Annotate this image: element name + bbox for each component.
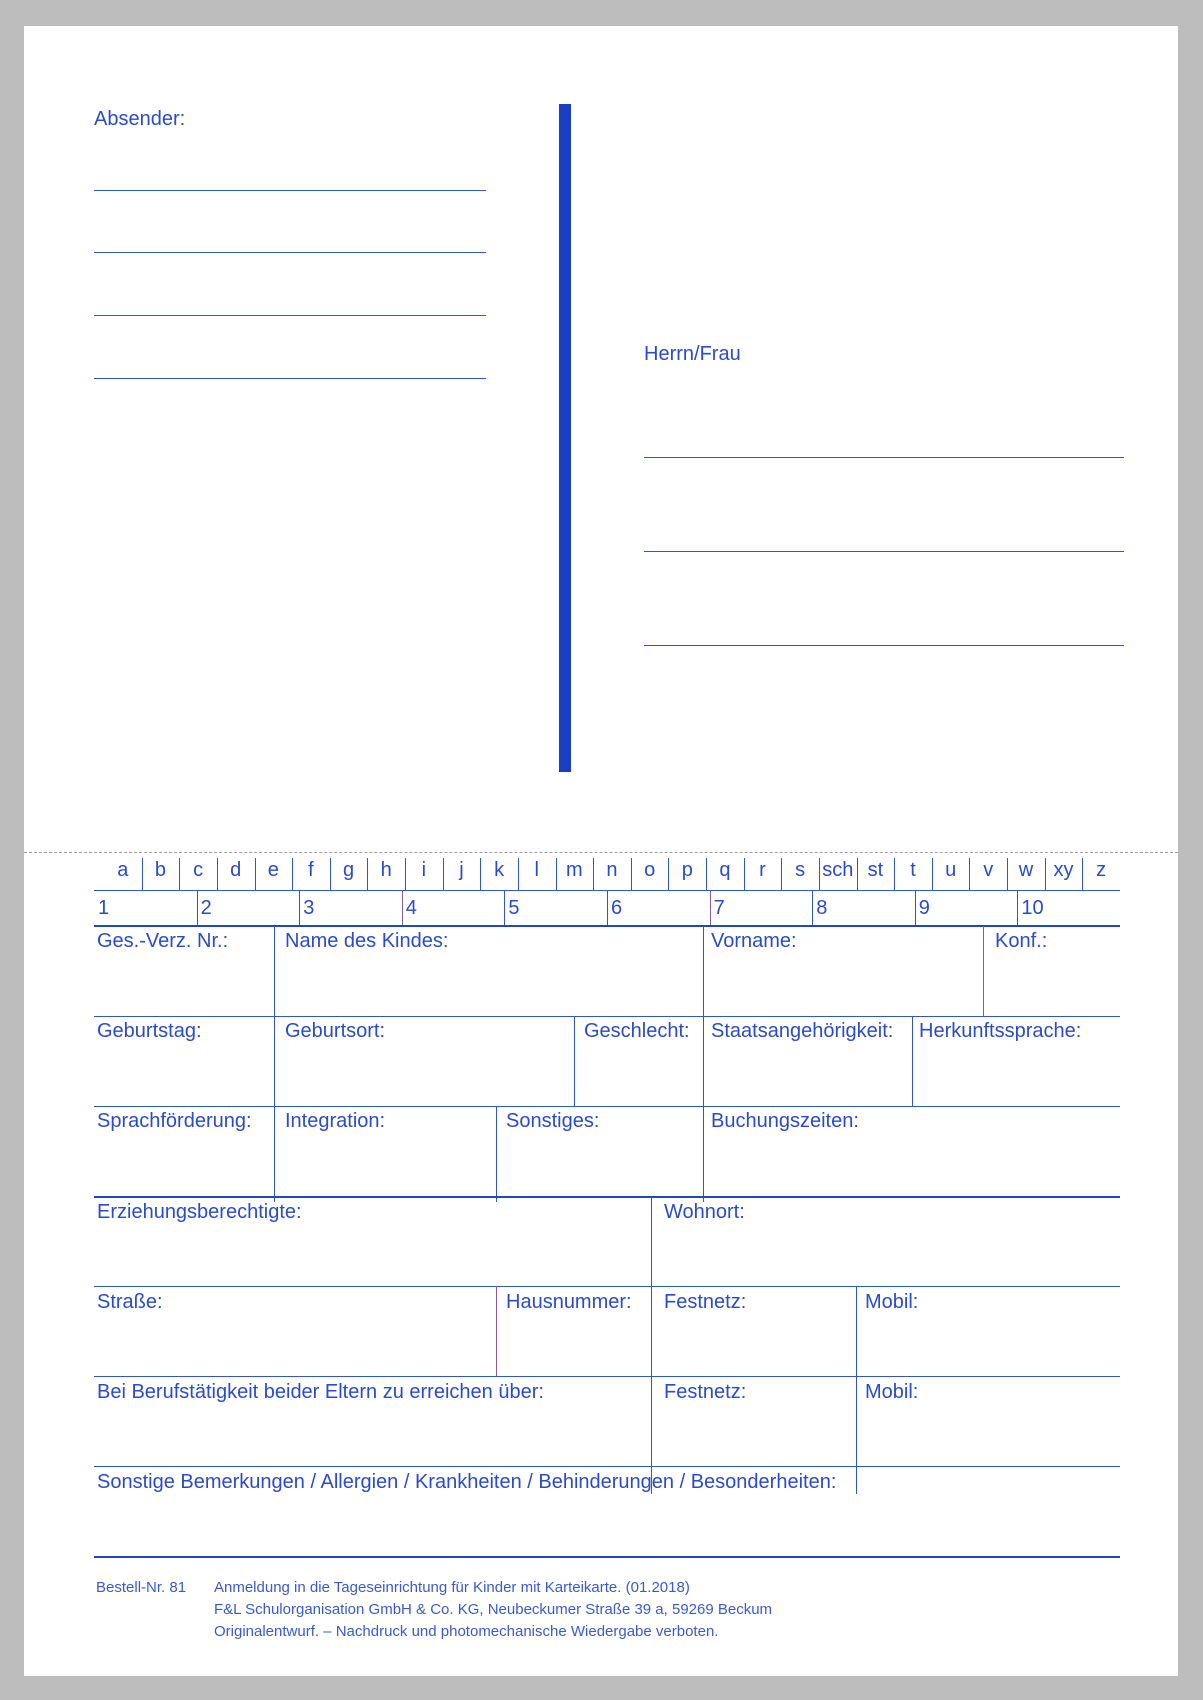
letter-separator xyxy=(781,858,782,890)
field-geburtstag: Geburtstag: xyxy=(97,1020,202,1042)
letter-separator xyxy=(894,858,895,890)
field-strasse: Straße: xyxy=(97,1291,163,1313)
footer-line-1: Anmeldung in die Tageseinrichtung für Kinder mit Karteikarte. (01.2018) xyxy=(214,1579,690,1596)
letter-separator xyxy=(631,858,632,890)
letter-separator xyxy=(1045,858,1046,890)
index-number-2: 2 xyxy=(200,897,212,919)
sender-line-2[interactable] xyxy=(94,252,486,253)
number-separator xyxy=(710,891,711,925)
field-geburtsort: Geburtsort: xyxy=(285,1020,386,1042)
field-sonstiges: Sonstiges: xyxy=(506,1110,600,1132)
index-letter-w: w xyxy=(1018,858,1034,881)
number-separator xyxy=(402,891,403,925)
index-letter-n: n xyxy=(606,858,618,881)
field-erziehungsberechtigte: Erziehungsberechtigte: xyxy=(97,1201,302,1223)
number-separator xyxy=(607,891,608,925)
field-ges-verz-nr: Ges.-Verz. Nr.: xyxy=(97,930,229,952)
letter-separator xyxy=(744,858,745,890)
number-separator xyxy=(504,891,505,925)
sender-line-1[interactable] xyxy=(94,190,486,191)
number-separator xyxy=(299,891,300,925)
field-hausnummer: Hausnummer: xyxy=(506,1291,632,1313)
letter-separator xyxy=(668,858,669,890)
index-letter-s: s xyxy=(795,858,806,881)
col-divider-mobil xyxy=(856,1286,857,1494)
letter-separator xyxy=(255,858,256,890)
field-name-des-kindes: Name des Kindes: xyxy=(285,930,449,952)
index-letter-f: f xyxy=(308,858,314,881)
index-number-10: 10 xyxy=(1021,897,1044,919)
row-7-bottom xyxy=(94,1556,1120,1558)
postcard-divider xyxy=(559,104,571,772)
letter-separator xyxy=(1082,858,1083,890)
field-herkunftssprache: Herkunftssprache: xyxy=(919,1020,1082,1042)
sender-line-4[interactable] xyxy=(94,378,486,379)
index-number-3: 3 xyxy=(303,897,315,919)
letter-separator xyxy=(706,858,707,890)
index-number-1: 1 xyxy=(98,897,110,919)
index-letter-st: st xyxy=(867,858,884,881)
field-berufstaetigkeit: Bei Berufstätigkeit beider Eltern zu erreichen über: xyxy=(97,1381,544,1403)
index-letter-o: o xyxy=(644,858,656,881)
index-letter-sch: sch xyxy=(822,858,854,881)
field-sprachfoerderung: Sprachförderung: xyxy=(97,1110,252,1132)
index-letter-k: k xyxy=(494,858,505,881)
field-mobil-2: Mobil: xyxy=(865,1381,919,1403)
index-letter-a: a xyxy=(117,858,129,881)
index-letter-q: q xyxy=(719,858,731,881)
footer-line-3: Originalentwurf. – Nachdruck und photomechanische Wiedergabe verboten. xyxy=(214,1623,719,1640)
row-4-bottom xyxy=(94,1286,1120,1287)
col-divider-hausnummer xyxy=(496,1286,497,1376)
index-letter-t: t xyxy=(910,858,916,881)
recipient-label: Herrn/Frau xyxy=(644,343,741,365)
field-wohnort: Wohnort: xyxy=(664,1201,745,1223)
field-festnetz-2: Festnetz: xyxy=(664,1381,747,1403)
letter-separator xyxy=(367,858,368,890)
footer-order-number: Bestell-Nr. 81 xyxy=(96,1579,187,1596)
sender-label: Absender: xyxy=(94,108,186,130)
col-divider-sonstiges xyxy=(496,1106,497,1202)
letter-separator xyxy=(857,858,858,890)
letter-separator xyxy=(969,858,970,890)
field-staatsangehoerigkeit: Staatsangehörigkeit: xyxy=(711,1020,894,1042)
index-letter-b: b xyxy=(154,858,166,881)
letter-separator xyxy=(443,858,444,890)
letter-separator xyxy=(932,858,933,890)
col-divider-geschlecht xyxy=(574,1016,575,1106)
letter-separator xyxy=(480,858,481,890)
letter-separator xyxy=(819,858,820,890)
row-6-bottom xyxy=(94,1466,1120,1467)
index-letter-r: r xyxy=(759,858,766,881)
index-letter-p: p xyxy=(681,858,693,881)
field-bemerkungen: Sonstige Bemerkungen / Allergien / Krankheiten / Behinderungen / Besonderheiten: xyxy=(97,1471,837,1493)
index-letter-g: g xyxy=(343,858,355,881)
letter-separator xyxy=(556,858,557,890)
field-konf: Konf.: xyxy=(995,930,1048,952)
index-letter-m: m xyxy=(566,858,583,881)
row-5-bottom xyxy=(94,1376,1120,1377)
row-3-bottom xyxy=(94,1196,1120,1198)
footer-line-2: F&L Schulorganisation GmbH & Co. KG, Neubeckumer Straße 39 a, 59269 Beckum xyxy=(214,1601,773,1618)
index-number-4: 4 xyxy=(405,897,417,919)
form-sheet xyxy=(24,26,1178,1676)
recipient-line-2[interactable] xyxy=(644,551,1124,552)
letter-separator xyxy=(593,858,594,890)
field-geschlecht: Geschlecht: xyxy=(584,1020,690,1042)
sender-line-3[interactable] xyxy=(94,315,486,316)
index-letter-e: e xyxy=(267,858,279,881)
col-divider-c xyxy=(651,1198,652,1494)
field-vorname: Vorname: xyxy=(711,930,797,952)
field-festnetz-1: Festnetz: xyxy=(664,1291,747,1313)
number-separator xyxy=(197,891,198,925)
letter-separator xyxy=(1007,858,1008,890)
recipient-line-3[interactable] xyxy=(644,645,1124,646)
field-integration: Integration: xyxy=(285,1110,386,1132)
letter-separator xyxy=(405,858,406,890)
letter-separator xyxy=(217,858,218,890)
recipient-line-1[interactable] xyxy=(644,457,1124,458)
number-separator xyxy=(1017,891,1018,925)
number-separator xyxy=(915,891,916,925)
index-number-5: 5 xyxy=(508,897,520,919)
col-divider-a xyxy=(274,926,275,1202)
col-divider-konf xyxy=(983,926,984,1016)
col-divider-herkunft xyxy=(912,1016,913,1106)
number-separator xyxy=(812,891,813,925)
row-1-bottom xyxy=(94,1016,1120,1017)
index-letter-j: j xyxy=(459,858,464,881)
letter-separator xyxy=(179,858,180,890)
letter-separator xyxy=(142,858,143,890)
index-number-9: 9 xyxy=(918,897,930,919)
field-buchungszeiten: Buchungszeiten: xyxy=(711,1110,859,1132)
index-letter-h: h xyxy=(380,858,392,881)
index-letter-c: c xyxy=(193,858,204,881)
index-number-8: 8 xyxy=(816,897,828,919)
index-number-7: 7 xyxy=(713,897,725,919)
letter-separator xyxy=(330,858,331,890)
index-letter-xy: xy xyxy=(1053,858,1074,881)
col-divider-b xyxy=(703,926,704,1202)
field-mobil-1: Mobil: xyxy=(865,1291,919,1313)
index-letter-v: v xyxy=(983,858,994,881)
letter-separator xyxy=(518,858,519,890)
footer-text xyxy=(214,1577,772,1643)
index-letter-u: u xyxy=(945,858,957,881)
index-letter-z: z xyxy=(1096,858,1107,881)
numbers-row-bottom xyxy=(94,925,1120,927)
index-letter-i: i xyxy=(421,858,427,881)
row-2-bottom xyxy=(94,1106,1120,1107)
index-letter-l: l xyxy=(534,858,539,881)
letter-separator xyxy=(292,858,293,890)
index-number-6: 6 xyxy=(611,897,623,919)
index-letter-d: d xyxy=(230,858,242,881)
